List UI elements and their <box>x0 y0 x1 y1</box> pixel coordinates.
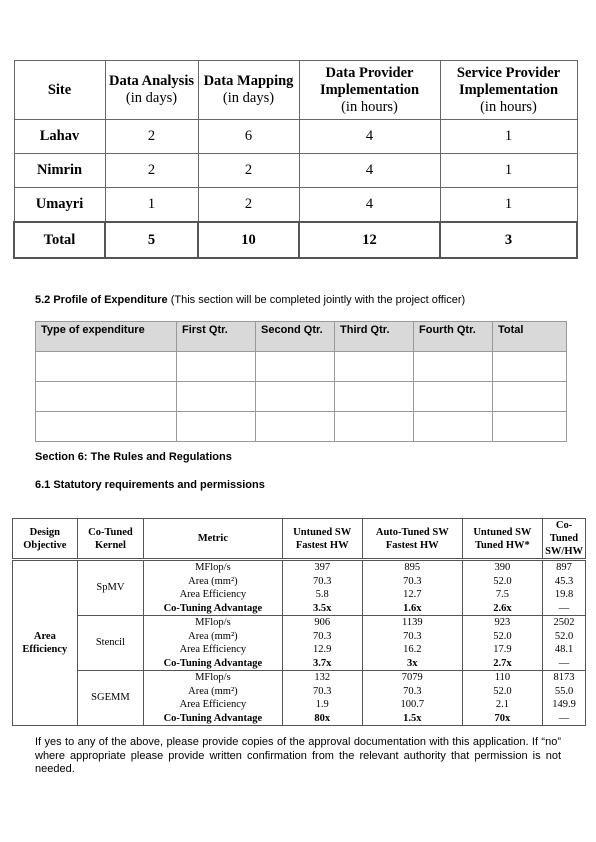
table-header-row: Type of expenditure First Qtr. Second Qtr. Third Qtr. Fourth Qtr. Total <box>36 322 567 352</box>
table-row: Area Efficiency 1.9 100.7 2.1 149.9 <box>13 698 586 712</box>
table-row: Co-Tuning Advantage 80x 1.5x 70x — <box>13 712 586 726</box>
approval-paragraph: If yes to any of the above, please provide copies of the approval documentation with this application. If “no” where appropriate please provide written confirmation from the relevant authority that permission is not needed. <box>35 736 561 775</box>
table-header-row: Design Objective Co-Tuned Kernel Metric Untuned SW Fastest HW Auto-Tuned SW Fastest HW Untuned SW Tuned HW* Co-Tuned SW/HW <box>13 519 586 560</box>
table-row: Area Efficiency 12.9 16.2 17.9 48.1 <box>13 643 586 657</box>
col-header-site: Site <box>14 61 105 120</box>
table-row <box>36 412 567 442</box>
site-effort-table <box>13 60 578 259</box>
col-header-data-provider: Data Provider Implementation (in hours) <box>299 61 440 120</box>
table-row: Nimrin 2 2 4 1 <box>14 154 577 188</box>
co-tuning-table <box>12 518 586 726</box>
table-row <box>36 352 567 382</box>
table-header-row <box>14 61 577 120</box>
table-row: Area (mm²) 70.3 70.3 52.0 45.3 <box>13 575 586 589</box>
col-header-data-mapping: Data Mapping (in days) <box>198 61 299 120</box>
table-row: Area (mm²) 70.3 70.3 52.0 52.0 <box>13 630 586 644</box>
col-header-service-provider: Service Provider Implementation (in hours) <box>440 61 577 120</box>
kernel-cell: SpMV <box>77 560 144 616</box>
section-6-heading: Section 6: The Rules and Regulations <box>35 451 232 463</box>
section-5-2-heading: 5.2 Profile of Expenditure (This section will be completed jointly with the project officer) <box>35 294 466 306</box>
table-row: Umayri 1 2 4 1 <box>14 188 577 223</box>
table-row: SGEMM MFlop/s 132 7079 110 8173 <box>13 671 586 685</box>
kernel-cell: SGEMM <box>77 671 144 726</box>
table-row: Area Efficiency SpMV MFlop/s 397 895 390 897 <box>13 560 586 575</box>
total-row: Total 5 10 12 3 <box>14 222 577 258</box>
table-row: Area (mm²) 70.3 70.3 52.0 55.0 <box>13 685 586 699</box>
section-6-1-heading: 6.1 Statutory requirements and permissions <box>35 479 265 491</box>
table-row: Lahav 2 6 4 1 <box>14 120 577 154</box>
col-header-data-analysis: Data Analysis (in days) <box>105 61 198 120</box>
table-row: Area Efficiency 5.8 12.7 7.5 19.8 <box>13 588 586 602</box>
table-row: Co-Tuning Advantage 3.7x 3x 2.7x — <box>13 657 586 671</box>
expenditure-table <box>35 321 567 442</box>
table-row <box>36 382 567 412</box>
kernel-cell: Stencil <box>77 616 144 671</box>
table-row: Co-Tuning Advantage 3.5x 1.6x 2.6x — <box>13 602 586 616</box>
design-objective-cell: Area Efficiency <box>13 560 78 726</box>
table-row: Stencil MFlop/s 906 1139 923 2502 <box>13 616 586 630</box>
